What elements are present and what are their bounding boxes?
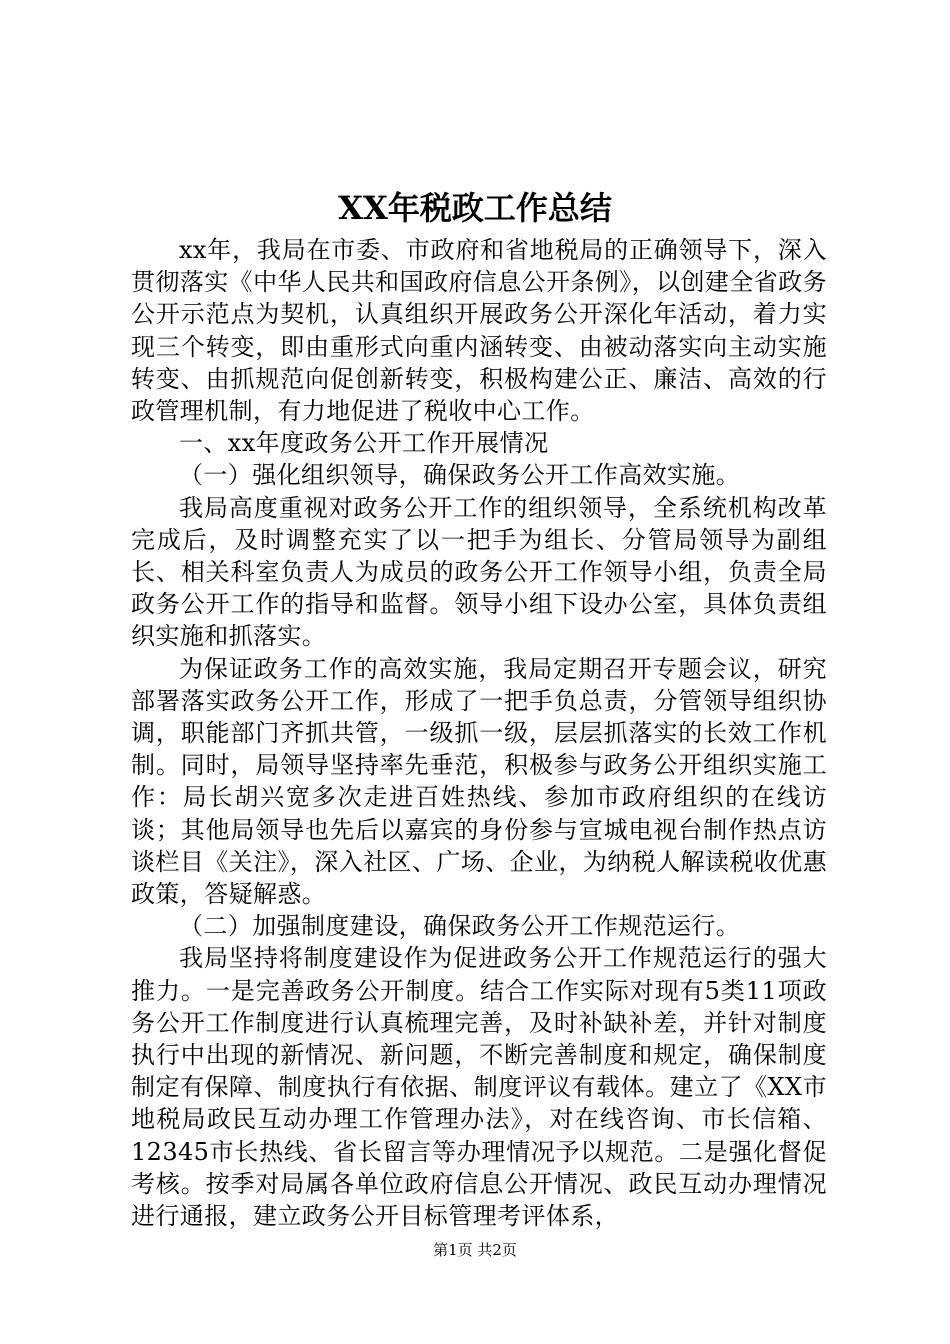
body-paragraph: 为保证政务工作的高效实施，我局定期召开专题会议，研究部署落实政务公开工作，形成了一把手负总责，分管领导组织协调，职能部门齐抓共管，一级抓一级，层层抓落实的长效工作机制。同时，局领导坚持率先垂范，积极参与政务公开组织实施工作：局长胡兴宽多次走进百姓热线、参加市政府组织的在线访谈；其他局领导也先后以嘉宾的身份参与宣城电视台制作热点访谈栏目《关注》，深入社区、广场、企业，为纳税人解读税收优惠政策，答疑解惑。 xyxy=(131,654,827,909)
document-title: XX年税政工作总结 xyxy=(338,189,612,227)
document-body xyxy=(131,234,827,1232)
section-heading-1: 一、xx年度政务公开工作开展情况 xyxy=(179,429,549,458)
intro-paragraph: xx年，我局在市委、市政府和省地税局的正确领导下，深入贯彻落实《中华人民共和国政府信息公开条例》，以创建全省政务公开示范点为契机，认真组织开展政务公开深化年活动，着力实现三个转变，即由重形式向重内涵转变、由被动落实向主动实施转变、由抓规范向促创新转变，积极构建公正、廉洁、高效的行政管理机制，有力地促进了税收中心工作。 xyxy=(131,236,827,426)
subsection-heading-2: （二）加强制度建设，确保政务公开工作规范运行。 xyxy=(179,912,741,941)
body-paragraph: 我局坚持将制度建设作为促进政务公开工作规范运行的强大推力。一是完善政务公开制度。结合工作实际对现有5类11项政务公开工作制度进行认真梳理完善，及时补缺补差，并针对制度执行中出现的新情况、新问题，不断完善制度和规定，确保制度制定有保障、制度执行有依据、制度评议有载体。建立了《XX市地税局政民互动办理工作管理办法》，对在线咨询、市长信箱、12345市长热线、省长留言等办理情况予以规范。二是强化督促考核。按季对局属各单位政府信息公开情况、政民互动办理情况进行通报，建立政务公开目标管理考评体系， xyxy=(131,944,827,1231)
page-number-footer: 第1页 共2页 xyxy=(433,1241,517,1259)
subsection-heading-1: （一）强化组织领导，确保政务公开工作高效实施。 xyxy=(179,461,741,490)
body-paragraph: 我局高度重视对政务公开工作的组织领导，全系统机构改革完成后，及时调整充实了以一把手为组长、分管局领导为副组长、相关科室负责人为成员的政务公开工作领导小组，负责全局政务公开工作的指导和监督。领导小组下设办公室，具体负责组织实施和抓落实。 xyxy=(131,493,827,651)
